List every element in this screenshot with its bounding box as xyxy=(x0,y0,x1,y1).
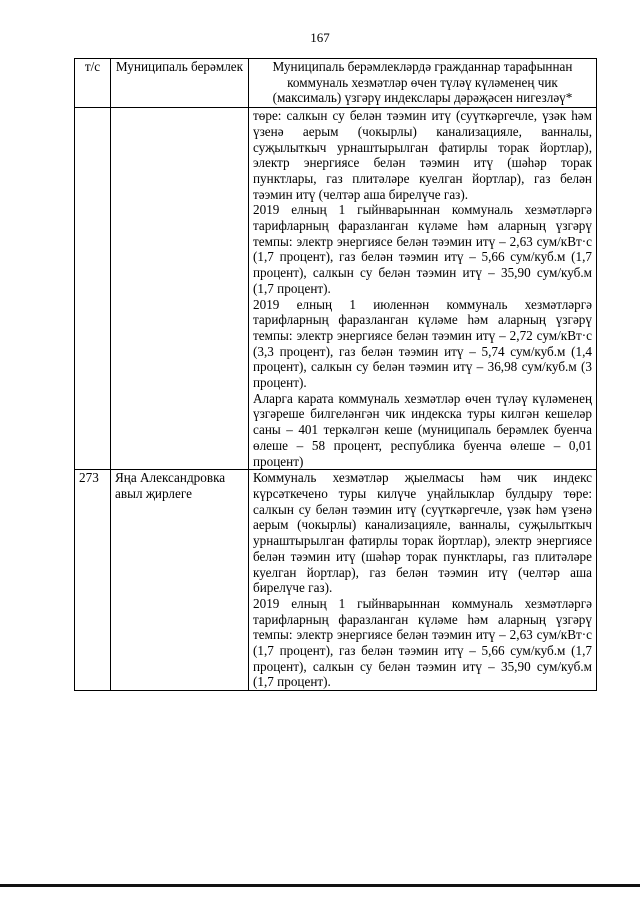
row-municipality xyxy=(111,108,249,470)
row-num: 273 xyxy=(75,470,111,691)
header-description: Муниципаль берәмлекләрдә гражданнар тарафыннан коммуналь хезмәтләр өчен түләү күләменең чик (максималь) үзгәрү индекслары дәрәҗәсен нигезләү* xyxy=(249,59,597,108)
table-header-row xyxy=(75,59,597,108)
scan-bottom-edge xyxy=(0,884,640,887)
row-municipality: Яңа Александровка авыл җирлеге xyxy=(111,470,249,691)
paragraph: 2019 елның 1 гыйнварыннан коммуналь хезмәтләргә тарифларның фаразланган күләме һәм аларның үзгәрү темпы: электр энергиясе белән тәэмин итү – 2,63 сум/кВт·с (1,7 процент), газ белән тәэмин итү – 5,66 сум/куб.м (1,7 процент), салкын су белән тәэмин итү – 35,90 сум/куб.м (1,7 процент). xyxy=(253,202,592,296)
paragraph: төре: салкын су белән тәэмин итү (суүткәргечле, үзәк һәм үзенә аерым (чокырлы) канализацияле, ванналы, суҗылыткыч урнаштырылган фатирлы торак йортлар), электр энергиясе белән тәэмин итү (шәһәр торак пунктлары, газ плитәләре куелган йортлар), газ белән тәэмин итү (челтәр аша бирелүче газ). xyxy=(253,108,592,202)
paragraph: 2019 елның 1 гыйнварыннан коммуналь хезмәтләргә тарифларның фаразланган күләме һәм аларның үзгәрү темпы: электр энергиясе белән тәэмин итү – 2,63 сум/кВт·с (1,7 процент), газ белән тәэмин итү – 5,66 сум/куб.м (1,7 процент), салкын су белән тәэмин итү – 35,90 сум/куб.м (1,7 процент). xyxy=(253,595,592,690)
row-description xyxy=(249,108,597,470)
paragraph: Аларга карата коммуналь хезмәтләр өчен түләү күләменең үзгәреше билгеләнгән чик индекска туры килгән кешеләр саны – 401 теркәлгән кеше (муниципаль берәмлек буенча өлеше – 58 процент, республика буенча өлеше – 0,01 процент) xyxy=(253,390,592,469)
paragraph: Коммуналь хезмәтләр җыелмасы һәм чик индекс күрсәткечено туры килүче уңайлыклар булдыру төре: салкын су белән тәэмин итү (суүткәргечле, үзәк һәм үзенә аерым (чокырлы) канализацияле, ванналы, суҗылыткыч урнаштырылган фатирлы торак йортлар), электр энергиясе белән тәэмин итү (шәһәр торак пунктлары, газ плитәләре куелган йортлар), газ белән тәэмин итү (челтәр аша бирелүче газ). xyxy=(253,470,592,596)
page-number: 167 xyxy=(310,30,330,45)
tariff-table xyxy=(74,58,597,691)
table-row-273 xyxy=(75,470,597,691)
row-description xyxy=(249,470,597,691)
header-municipality: Муниципаль берәмлек xyxy=(111,59,249,108)
table-row-continued xyxy=(75,108,597,470)
row-num xyxy=(75,108,111,470)
header-num: т/с xyxy=(75,59,111,108)
paragraph: 2019 елның 1 июленнән коммуналь хезмәтләргә тарифларның фаразланган күләме һәм аларның үзгәрү темпы: электр энергиясе белән тәэмин итү – 2,72 сум/кВт·с (3,3 процент), газ белән тәэмин итү – 5,74 сум/куб.м (1,4 процент), салкын су белән тәэмин итү – 36,98 сум/куб.м (3 процент). xyxy=(253,296,592,391)
